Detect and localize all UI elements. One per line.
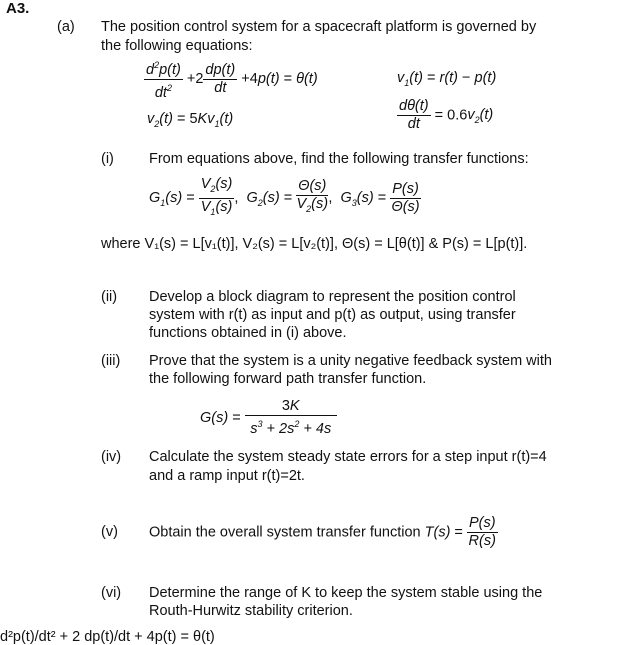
item-ii-line-3: functions obtained in (i) above. — [149, 325, 347, 341]
forward-path-formula: G(s) = $\frac{3K}{s^3 + 2s^2 + 4s}$ — [200, 398, 337, 438]
intro-line-2: the following equations: — [101, 38, 253, 54]
overall-transfer-formula: Obtain the overall system transfer function T(s) = $\frac{P(s)}{R(s)}$ — [149, 515, 496, 549]
part-label: (a) — [57, 19, 75, 35]
item-ii-line-1: Develop a block diagram to represent the position control — [149, 289, 516, 305]
item-label-ii: (ii) — [101, 289, 118, 305]
item-iii-line-1: Prove that the system is a unity negative feedback system with — [149, 353, 552, 369]
equation-4: $\frac{d\theta(t)}{dt}$ = $0.6v_2(t)$ — [399, 98, 494, 132]
item-label-iv: (iv) — [101, 449, 122, 465]
item-iv-line-1: Calculate the system steady state errors for a step input r(t)=4 — [149, 449, 547, 465]
item-ii-line-2: system with r(t) as input and p(t) as output, using transfer — [149, 307, 516, 323]
item-label-i: (i) — [101, 151, 114, 167]
item-label-iii: (iii) — [101, 353, 121, 369]
transfer-functions-formula: $G_1(s)$ = $\frac{V_2(s)}{V_1(s)}$ , $G_2(s)$ = $\frac{\Theta(s)}{V_2(s)}$ , $G_3(s)$ = $\frac{P(s)}{\Theta(s)}$ — [149, 176, 420, 217]
item-vi-line-1: Determine the range of K to keep the system stable using the — [149, 585, 543, 601]
item-i-text: From equations above, find the following transfer functions: — [149, 151, 529, 167]
item-label-vi: (vi) — [101, 585, 122, 601]
item-iii-line-2: the following forward path transfer function. — [149, 371, 427, 387]
question-number: A3. — [6, 0, 30, 17]
equation-2: $v_1(t) = r(t) - p(t)$ — [397, 70, 497, 88]
intro-line-1: The position control system for a spacecraft platform is governed by — [101, 19, 537, 35]
equation-text-mirror: d²p(t)/dt² + 2 dp(t)/dt + 4p(t) = θ(t) — [0, 629, 215, 645]
laplace-definitions: where V₁(s) = L[v₁(t)], V₂(s) = L[v₂(t)], Θ(s) = L[θ(t)] & P(s) = L[p(t)]. — [101, 236, 528, 252]
equation-1: $\frac{d^2p(t)}{dt^2}$ +2 $\frac{dp(t)}{dt}$ +4p(t) = θ(t) — [144, 57, 318, 102]
item-vi-line-2: Routh-Hurwitz stability criterion. — [149, 603, 353, 619]
item-iv-line-2: and a ramp input r(t)=2t. — [149, 468, 305, 484]
item-label-v: (v) — [101, 524, 118, 540]
equation-3: $v_2(t) = 5Kv_1(t)$ — [147, 111, 234, 129]
